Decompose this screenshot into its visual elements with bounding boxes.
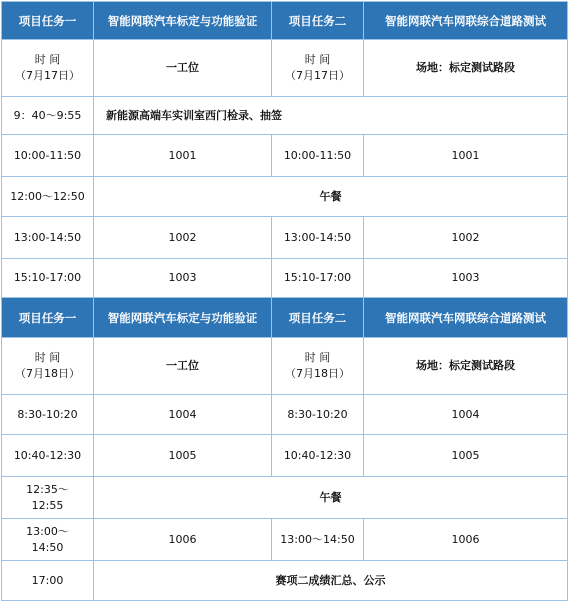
- right-code: 1005: [364, 435, 568, 477]
- right-code: 1006: [364, 519, 568, 561]
- lunch-row: [2, 477, 568, 519]
- right-time: 13:00～14:50: [272, 519, 364, 561]
- left-code: 1004: [94, 395, 272, 435]
- final-event: 赛项二成绩汇总、公示: [94, 561, 568, 601]
- task1-name-header: 智能网联汽车标定与功能验证: [94, 2, 272, 40]
- day1-time-row: [2, 40, 568, 97]
- competition-schedule-table: [1, 1, 568, 601]
- right-code: 1004: [364, 395, 568, 435]
- session-time: 15:10-17:00: [2, 259, 94, 298]
- right-time: 15:10-17:00: [272, 259, 364, 298]
- lunch-time-start: 12:35～: [26, 482, 69, 496]
- lunch-row: [2, 177, 568, 217]
- right-time: 8:30-10:20: [272, 395, 364, 435]
- right-code: 1001: [364, 135, 568, 177]
- time-date-cell-2: [272, 338, 364, 395]
- session-time-end: 14:50: [31, 540, 64, 554]
- final-time: 17:00: [2, 561, 94, 601]
- table-row: [2, 217, 568, 259]
- right-time: 10:40-12:30: [272, 435, 364, 477]
- task1-name-header: 智能网联汽车标定与功能验证: [94, 298, 272, 338]
- lunch-label: 午餐: [94, 177, 568, 217]
- session-time: 13:00-14:50: [2, 217, 94, 259]
- left-code: 1002: [94, 217, 272, 259]
- day1-header-row: [2, 2, 568, 40]
- time-label-2: 时 间: [304, 53, 331, 66]
- left-code: 1006: [94, 519, 272, 561]
- check-in-event: 新能源高端车实训室西门检录、抽签: [94, 97, 568, 135]
- day2-time-row: [2, 338, 568, 395]
- left-code: 1003: [94, 259, 272, 298]
- time-label: 时 间: [34, 53, 61, 66]
- left-code: 1005: [94, 435, 272, 477]
- lunch-label: 午餐: [94, 477, 568, 519]
- date-label: （7月18日）: [15, 367, 80, 380]
- session-time: [2, 519, 94, 561]
- left-code: 1001: [94, 135, 272, 177]
- time-label-2: 时 间: [304, 351, 331, 364]
- day2-header-row: [2, 298, 568, 338]
- venue-label: 场地：标定测试路段: [364, 40, 568, 97]
- date-label-2: （7月17日）: [285, 69, 350, 82]
- table-row: [2, 435, 568, 477]
- time-date-cell: [2, 338, 94, 395]
- table-row: [2, 135, 568, 177]
- right-code: 1003: [364, 259, 568, 298]
- final-row: [2, 561, 568, 601]
- session-time: 10:00-11:50: [2, 135, 94, 177]
- task2-name-header: 智能网联汽车网联综合道路测试: [364, 298, 568, 338]
- session-time: 10:40-12:30: [2, 435, 94, 477]
- lunch-time: 12:00～12:50: [2, 177, 94, 217]
- station-label: 一工位: [94, 40, 272, 97]
- task2-name-header: 智能网联汽车网联综合道路测试: [364, 2, 568, 40]
- station-label: 一工位: [94, 338, 272, 395]
- date-label-2: （7月18日）: [285, 367, 350, 380]
- lunch-time-end: 12:55: [31, 498, 64, 512]
- table-row: [2, 395, 568, 435]
- venue-label: 场地：标定测试路段: [364, 338, 568, 395]
- check-in-time: 9：40～9:55: [2, 97, 94, 135]
- task1-header: 项目任务一: [2, 298, 94, 338]
- task1-header: 项目任务一: [2, 2, 94, 40]
- task2-header: 项目任务二: [272, 298, 364, 338]
- date-label: （7月17日）: [15, 69, 80, 82]
- time-date-cell-2: [272, 40, 364, 97]
- table-row: [2, 519, 568, 561]
- check-in-row: [2, 97, 568, 135]
- time-label: 时 间: [34, 351, 61, 364]
- right-time: 13:00-14:50: [272, 217, 364, 259]
- right-time: 10:00-11:50: [272, 135, 364, 177]
- right-code: 1002: [364, 217, 568, 259]
- session-time: 8:30-10:20: [2, 395, 94, 435]
- table-row: [2, 259, 568, 298]
- task2-header: 项目任务二: [272, 2, 364, 40]
- lunch-time: [2, 477, 94, 519]
- time-date-cell: [2, 40, 94, 97]
- session-time-start: 13:00～: [26, 524, 69, 538]
